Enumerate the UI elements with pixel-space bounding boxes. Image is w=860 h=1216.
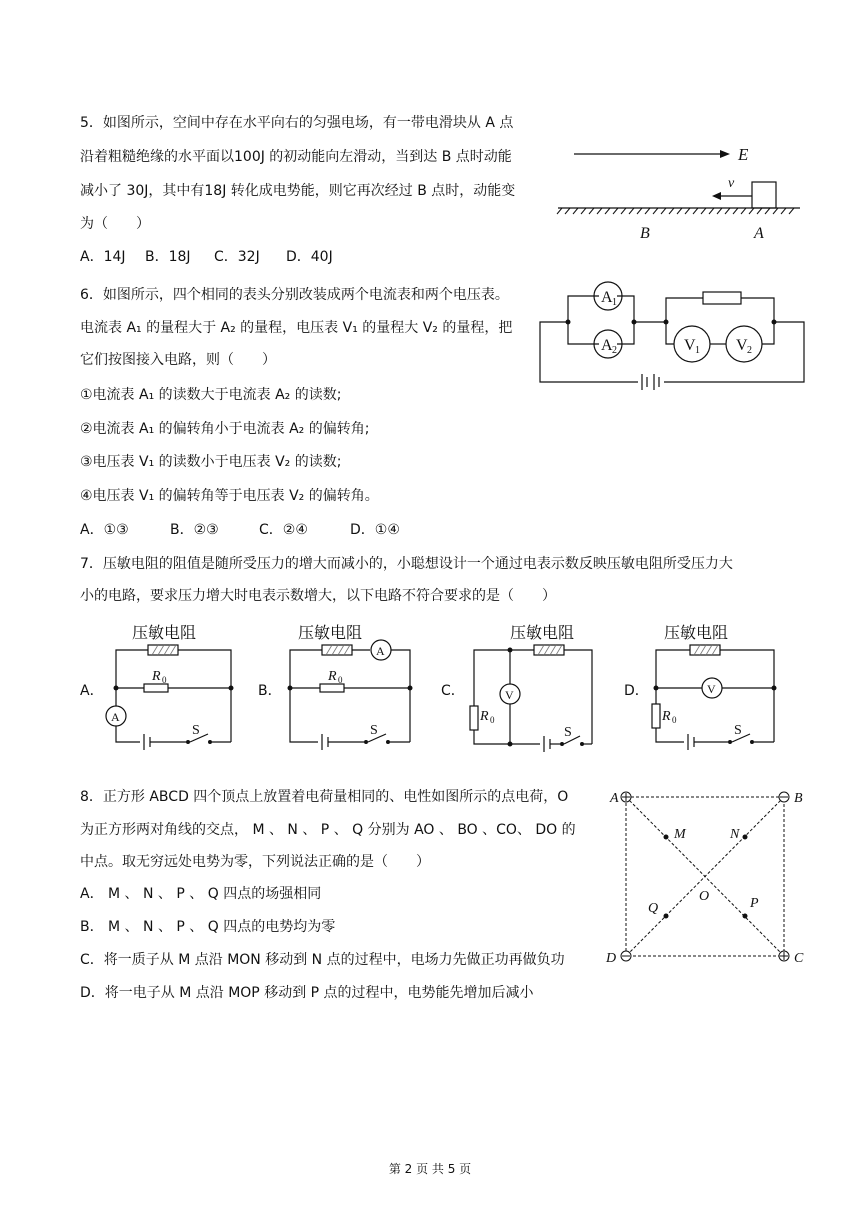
q6-line2: 电流表 A₁ 的量程大于 A₂ 的量程，电压表 V₁ 的量程大 V₂ 的量程，把 <box>80 320 513 336</box>
q6-option-a: A．①③ <box>80 522 129 538</box>
point-label-o: O <box>699 889 710 904</box>
svg-text:0: 0 <box>162 675 167 685</box>
svg-text:R: R <box>152 669 161 684</box>
a1-label: A <box>601 289 613 306</box>
svg-text:A: A <box>111 710 120 724</box>
q6-line1: 6．如图所示，四个相同的表头分别改装成两个电流表和两个电压表。 <box>80 287 509 303</box>
q6-statement-2: ②电流表 A₁ 的偏转角小于电流表 A₂ 的偏转角; <box>80 421 370 437</box>
slider-block <box>752 182 776 208</box>
q8-option-c: C．将一质子从 M 点沿 MON 移动到 N 点的过程中，电场力先做正功再做负功 <box>80 952 565 968</box>
q8-option-b: B． M 、 N 、 P 、 Q 四点的电势均为零 <box>80 919 336 935</box>
point-label-q: Q <box>648 901 659 916</box>
svg-text:R: R <box>662 709 671 724</box>
q8-line2: 为正方形两对角线的交点， M 、 N 、 P 、 Q 分别为 AO 、 BO 、CO、 DO 的 <box>80 822 576 838</box>
q7-line1: 7．压敏电阻的阻值是随所受压力的增大而减小的，小聪想设计一个通过电表示数反映压敏电阻所受压力大 <box>80 556 733 572</box>
q7-option-d: D． <box>624 683 649 699</box>
point-label-b: B <box>640 225 650 242</box>
svg-text:R: R <box>480 709 489 724</box>
svg-text:S: S <box>564 725 572 740</box>
sensor-label-c: 压敏电阻 <box>510 623 575 642</box>
sensor-label-d: 压敏电阻 <box>664 623 729 642</box>
svg-text:S: S <box>192 723 200 738</box>
q5-option-b: B．18J <box>145 249 191 265</box>
q6-statement-1: ①电流表 A₁ 的读数大于电流表 A₂ 的读数; <box>80 387 342 403</box>
v2-label: V <box>736 337 748 354</box>
v1-label: V <box>684 337 696 354</box>
vertex-label-a: A <box>610 791 619 806</box>
svg-text:0: 0 <box>338 675 343 685</box>
q5-option-a: A．14J <box>80 249 126 265</box>
vertex-label-d: D <box>606 951 617 966</box>
svg-text:0: 0 <box>672 715 677 725</box>
svg-text:V: V <box>707 682 716 696</box>
q7-circuit-c <box>462 620 612 755</box>
field-label-e: E <box>738 145 749 164</box>
q8-line3: 中点。取无穷远处电势为零，下列说法正确的是（ ） <box>80 854 430 870</box>
q7-circuit-b <box>280 620 425 750</box>
svg-text:S: S <box>370 723 378 738</box>
q5-option-c: C．32J <box>214 249 260 265</box>
q5-line2: 沿着粗糙绝缘的水平面以100J 的初动能向左滑动，当到达 B 点时动能 <box>80 149 512 165</box>
q5-line3: 减小了 30J，其中有18J 转化成电势能，则它再次经过 B 点时，动能变 <box>80 183 516 199</box>
svg-text:S: S <box>734 723 742 738</box>
q8-option-d: D．将一电子从 M 点沿 MOP 移动到 P 点的过程中，电势能先增加后减小 <box>80 985 534 1001</box>
point-label-n: N <box>730 827 740 842</box>
svg-text:0: 0 <box>490 715 495 725</box>
sensor-label-b: 压敏电阻 <box>298 623 363 642</box>
q8-option-a: A． M 、 N 、 P 、 Q 四点的场强相同 <box>80 886 322 902</box>
q7-option-a: A． <box>80 683 104 699</box>
vertex-label-c: C <box>794 951 804 966</box>
q6-option-d: D．①④ <box>350 522 400 538</box>
q6-circuit <box>536 278 816 393</box>
point-label-m: M <box>674 827 686 842</box>
svg-text:A: A <box>376 644 385 658</box>
v1-subscript: 1 <box>695 345 700 356</box>
a1-subscript: 1 <box>612 297 617 308</box>
a2-label: A <box>601 337 613 354</box>
q6-statement-3: ③电压表 V₁ 的读数小于电压表 V₂ 的读数; <box>80 454 342 470</box>
velocity-label: v <box>728 176 735 191</box>
sensor-label-a: 压敏电阻 <box>132 623 197 642</box>
q5-figure <box>550 138 810 248</box>
page-footer: 第 2 页 共 5 页 <box>388 1162 472 1176</box>
q7-line2: 小的电路，要求压力增大时电表示数增大，以下电路不符合要求的是（ ） <box>80 588 556 604</box>
a2-subscript: 2 <box>612 345 617 356</box>
svg-text:V: V <box>505 688 514 702</box>
svg-text:R: R <box>328 669 337 684</box>
q6-option-c: C．②④ <box>259 522 308 538</box>
q7-circuit-d <box>644 620 789 750</box>
q6-statement-4: ④电压表 V₁ 的偏转角等于电压表 V₂ 的偏转角。 <box>80 488 379 504</box>
q6-line3: 它们按图接入电路，则（ ） <box>80 352 276 368</box>
q8-line1: 8．正方形 ABCD 四个顶点上放置着电荷量相同的、电性如图所示的点电荷，O <box>80 789 569 805</box>
q7-option-c: C． <box>441 683 465 699</box>
v2-subscript: 2 <box>747 345 752 356</box>
vertex-label-b: B <box>794 791 803 806</box>
q5-option-d: D．40J <box>286 249 333 265</box>
point-label-p: P <box>750 896 759 911</box>
point-label-a: A <box>754 225 764 242</box>
q7-circuit-a <box>100 620 245 750</box>
q6-option-b: B．②③ <box>170 522 219 538</box>
q7-option-b: B． <box>258 683 282 699</box>
q8-square-figure <box>600 785 815 970</box>
q5-line1: 5．如图所示，空间中存在水平向右的匀强电场，有一带电滑块从 A 点 <box>80 115 514 131</box>
q5-line4: 为（ ） <box>80 216 150 232</box>
